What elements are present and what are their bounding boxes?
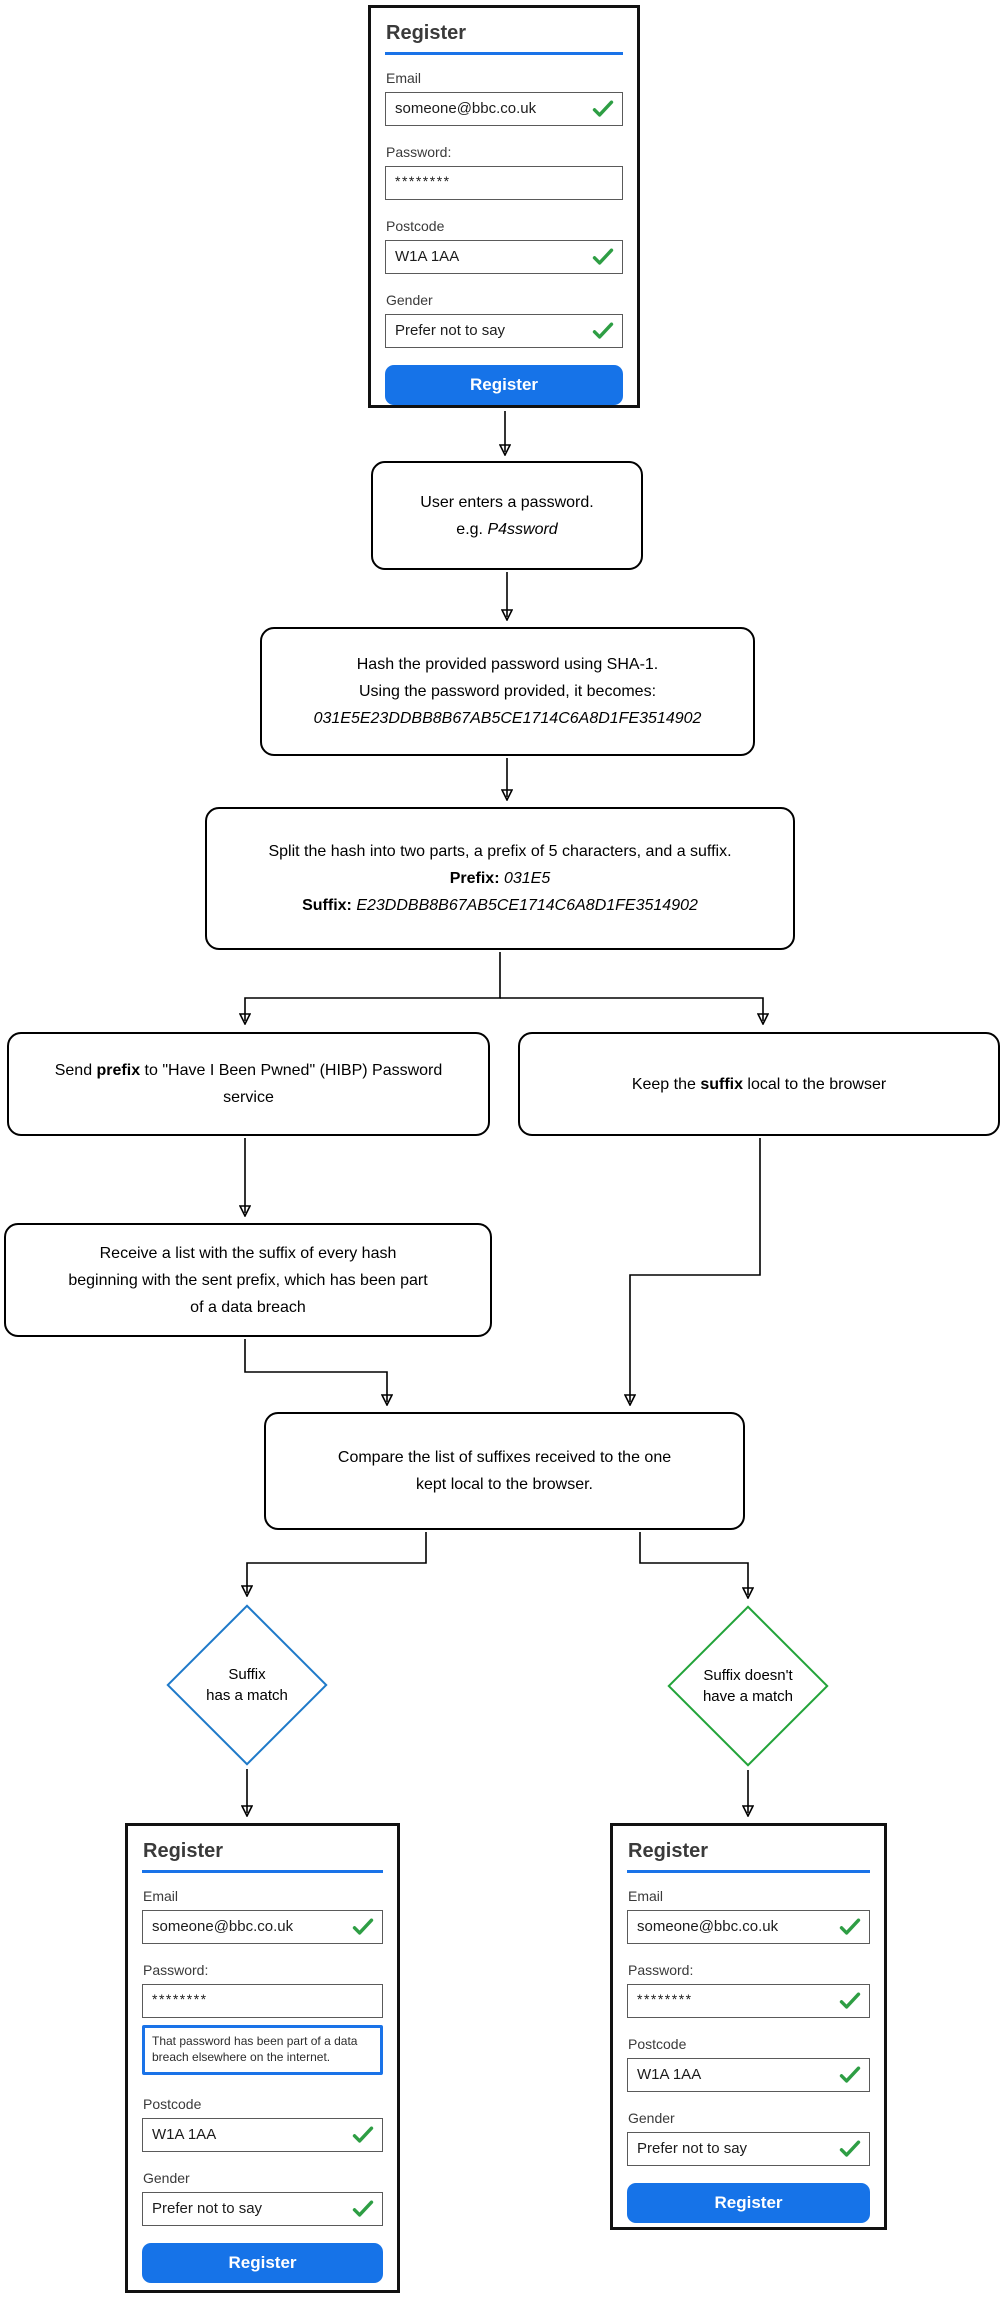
eg-prefix: e.g. bbox=[456, 520, 488, 538]
gender-label: Gender bbox=[628, 2110, 675, 2126]
postcode-label: Postcode bbox=[143, 2096, 202, 2112]
title-underline bbox=[142, 1870, 383, 1873]
eg-password: P4ssword bbox=[487, 520, 558, 538]
gender-value: Prefer not to say bbox=[395, 322, 506, 339]
postcode-input[interactable] bbox=[142, 2118, 383, 2152]
form-title: Register bbox=[628, 1840, 709, 1862]
send-prefix-rest: to "Have I Been Pwned" (HIBP) Password service bbox=[140, 1062, 443, 1106]
flow-text-line: Split the hash into two parts, a prefix of 5 characters, and a suffix. bbox=[268, 843, 732, 860]
decision-label bbox=[165, 1603, 329, 1767]
flow-box-hash bbox=[260, 627, 755, 756]
postcode-value: W1A 1AA bbox=[637, 2066, 702, 2083]
flow-text-line: Hash the provided password using SHA-1. bbox=[356, 656, 659, 673]
email-input[interactable] bbox=[627, 1910, 870, 1944]
flow-box-split bbox=[205, 807, 795, 950]
flow-text-line: User enters a password. bbox=[420, 493, 594, 511]
flow-text-line bbox=[39, 1057, 458, 1111]
prefix-value: 031E5 bbox=[503, 870, 551, 887]
flow-text-line bbox=[450, 865, 551, 892]
flow-box-send-prefix bbox=[7, 1032, 490, 1136]
register-button-label: Register bbox=[469, 375, 539, 394]
decision-suffix-no-match bbox=[666, 1604, 830, 1768]
email-label: Email bbox=[628, 1888, 664, 1904]
register-form-breach bbox=[125, 1823, 400, 2293]
password-value: ******** bbox=[637, 1991, 693, 2007]
gender-value: Prefer not to say bbox=[152, 2200, 263, 2217]
password-input[interactable] bbox=[627, 1984, 870, 2018]
email-value: someone@bbc.co.uk bbox=[152, 1918, 294, 1935]
password-label: Password: bbox=[628, 1962, 694, 1978]
flow-box-receive-list bbox=[4, 1223, 492, 1337]
register-form-initial bbox=[368, 5, 640, 408]
flow-box-enter-password bbox=[371, 461, 643, 570]
password-value: ******** bbox=[152, 1991, 208, 2007]
decision-suffix-match bbox=[165, 1603, 329, 1767]
flow-text-line: Using the password provided, it becomes: bbox=[358, 683, 657, 700]
postcode-value: W1A 1AA bbox=[152, 2126, 217, 2143]
flow-text-line bbox=[456, 516, 557, 543]
register-button-label: Register bbox=[714, 2193, 783, 2212]
gender-value: Prefer not to say bbox=[637, 2140, 748, 2157]
check-icon bbox=[592, 101, 614, 118]
postcode-label: Postcode bbox=[628, 2036, 687, 2052]
keep-suffix-text: Keep the bbox=[631, 1075, 701, 1093]
register-button[interactable] bbox=[385, 365, 623, 405]
flow-text-line: Receive a list with the suffix of every hash beginning with the sent prefix, which has been part of a data breach bbox=[68, 1244, 428, 1316]
form-title: Register bbox=[386, 22, 467, 44]
postcode-value: W1A 1AA bbox=[395, 248, 460, 265]
register-button[interactable] bbox=[142, 2243, 383, 2283]
password-label: Password: bbox=[386, 144, 452, 160]
register-button-label: Register bbox=[228, 2253, 297, 2272]
check-icon bbox=[839, 2141, 861, 2158]
title-underline bbox=[385, 52, 623, 55]
email-value: someone@bbc.co.uk bbox=[395, 100, 537, 117]
decision-line: has a match bbox=[206, 1687, 288, 1704]
flow-text-line bbox=[302, 892, 698, 919]
hash-value: 031E5E23DDBB8B67AB5CE1714C6A8D1FE3514902 bbox=[313, 710, 702, 727]
password-label: Password: bbox=[143, 1962, 209, 1978]
form-title: Register bbox=[143, 1840, 224, 1862]
password-input[interactable] bbox=[142, 1984, 383, 2018]
check-icon bbox=[839, 1993, 861, 2010]
gender-input[interactable] bbox=[142, 2192, 383, 2226]
decision-line: have a match bbox=[702, 1688, 794, 1705]
gender-input[interactable] bbox=[627, 2132, 870, 2166]
check-icon bbox=[352, 1919, 374, 1936]
gender-label: Gender bbox=[143, 2170, 190, 2186]
keep-suffix-bold: suffix bbox=[700, 1075, 743, 1093]
check-icon bbox=[352, 2127, 374, 2144]
flow-box-keep-suffix bbox=[518, 1032, 1000, 1136]
password-breach-warning: That password has been part of a data breach elsewhere on the internet. bbox=[142, 2025, 383, 2075]
decision-label bbox=[666, 1604, 830, 1768]
check-icon bbox=[592, 323, 614, 340]
email-input[interactable] bbox=[385, 92, 623, 126]
decision-line: Suffix bbox=[228, 1666, 266, 1683]
keep-suffix-rest: local to the browser bbox=[742, 1075, 887, 1093]
register-form-success bbox=[610, 1823, 887, 2230]
password-input[interactable] bbox=[385, 166, 623, 200]
check-icon bbox=[839, 1919, 861, 1936]
send-prefix-text: Send bbox=[54, 1062, 97, 1079]
email-label: Email bbox=[143, 1888, 179, 1904]
email-label: Email bbox=[386, 70, 422, 86]
email-value: someone@bbc.co.uk bbox=[637, 1918, 779, 1935]
email-input[interactable] bbox=[142, 1910, 383, 1944]
check-icon bbox=[839, 2067, 861, 2084]
password-value: ******** bbox=[395, 173, 451, 189]
gender-input[interactable] bbox=[385, 314, 623, 348]
title-underline bbox=[627, 1870, 870, 1873]
flow-text-line: Compare the list of suffixes received to the one kept local to the browser. bbox=[337, 1449, 672, 1493]
check-icon bbox=[352, 2201, 374, 2218]
check-icon bbox=[592, 249, 614, 266]
gender-label: Gender bbox=[386, 292, 433, 308]
decision-line: Suffix doesn't bbox=[703, 1667, 793, 1684]
postcode-input[interactable] bbox=[385, 240, 623, 274]
flow-box-compare bbox=[264, 1412, 745, 1530]
postcode-input[interactable] bbox=[627, 2058, 870, 2092]
prefix-label: Prefix: bbox=[449, 870, 500, 887]
suffix-label: Suffix: bbox=[302, 897, 352, 914]
flow-text-line bbox=[632, 1071, 886, 1098]
postcode-label: Postcode bbox=[386, 218, 445, 234]
suffix-value: E23DDBB8B67AB5CE1714C6A8D1FE3514902 bbox=[356, 897, 698, 914]
send-prefix-bold: prefix bbox=[96, 1062, 141, 1079]
register-button[interactable] bbox=[627, 2183, 870, 2223]
